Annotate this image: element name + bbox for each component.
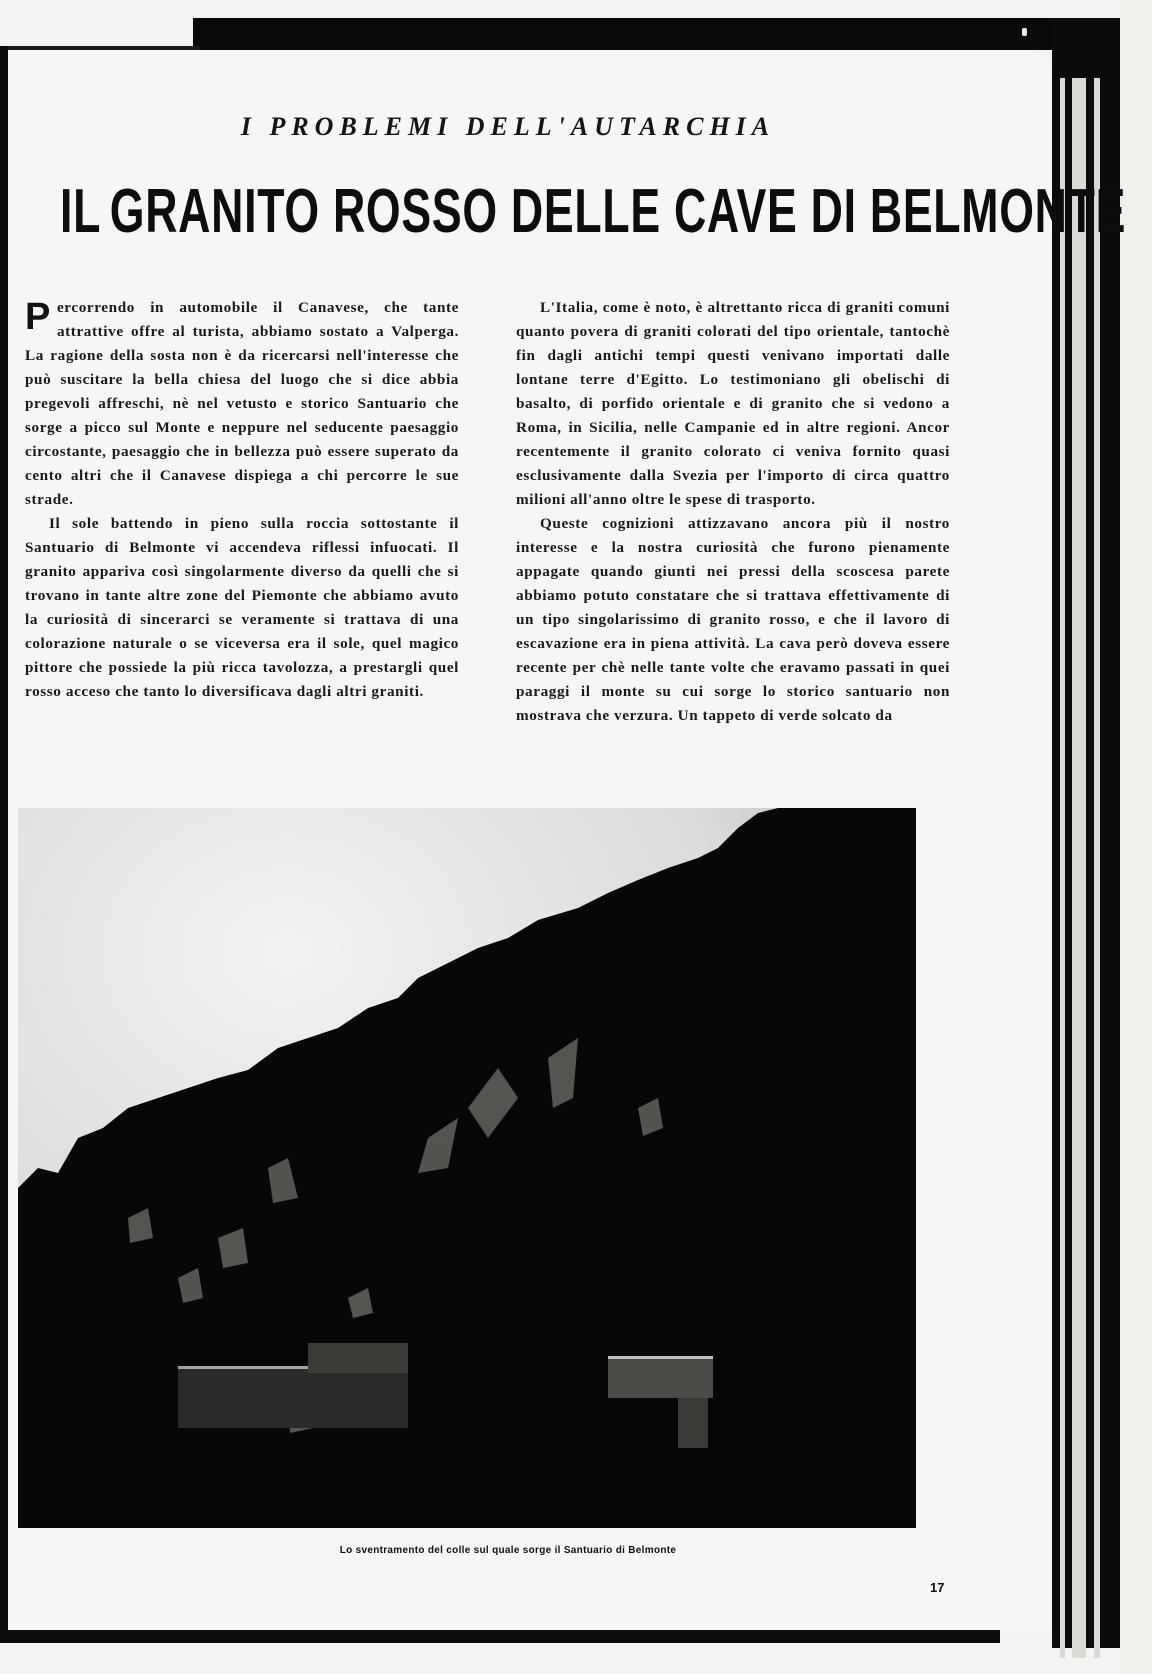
bound-pages-edge: [1052, 18, 1120, 1648]
drop-cap: P: [25, 296, 51, 338]
page-title: [60, 177, 1127, 246]
article-column-left: [25, 296, 459, 704]
paragraph: Il sole battendo in pieno sulla roccia sottostante il Santuario di Belmonte vi accendeva riflessi infuocati. Il granito appariva così singolarmente diverso da quelli che si trovano in tante altre zone del Piemonte che abbiamo avuto la curiosità di sincerarci se veramente si trattava di una colorazione naturale o se viceversa era il sole, quel magico pittore che possiede la più ricca tavolozza, a prestargli quel rosso acceso che tanto lo diversificava dagli altri graniti.: [25, 515, 459, 700]
paragraph: Queste cognizioni attizzavano ancora più il nostro interesse e la nostra curiosità che furono pienamente appagate quando giunti nei pressi della scoscesa parete abbiamo potuto constatare che si trattava effettivamente di un tipo singolarissimo di granito rosso, e che il lavoro di escavazione era in piena attività. La cava però doveva essere recente per chè nelle tante volte che eravamo passati in quei paraggi il monte su cui sorge lo storico santuario non mostrava che verzura. Un tappeto di verde solcato da: [516, 515, 950, 724]
title-main: GRANITO ROSSO DELLE CAVE DI BELMONTE: [109, 177, 1127, 246]
photo-caption: Lo sventramento del colle sul quale sorge il Santuario di Belmonte: [339, 1545, 677, 1556]
page-edge-stripe: [1072, 78, 1086, 1658]
page-edge-stripe: [1060, 78, 1065, 1658]
scan-frame-bottom: [0, 1630, 1000, 1643]
article-column-right: [516, 296, 950, 728]
section-kicker: I PROBLEMI DELL'AUTARCHIA: [240, 112, 776, 141]
paragraph-text: ercorrendo in automobile il Canavese, che tante attrattive offre al turista, abbiamo sostato a Valperga. La ragione della sosta non è da ricercarsi nell'interesse che può suscitare la bella chiesa del luogo che si dice abbia pregevoli affreschi, nè nel vetusto e storico Santuario che sorge a picco sul Monte e neppure nel seducente paesaggio circostante, paesaggio che in bellezza può essere superato da cento altri che il Canavese dispiega a chi percorre le sue strade.: [25, 299, 459, 508]
quarry-photo: [18, 808, 916, 1528]
title-article: IL: [60, 177, 102, 246]
scan-artifact: [1022, 28, 1027, 36]
scan-frame-left: [0, 46, 8, 1643]
page-number: 17: [930, 1580, 945, 1595]
paragraph: [25, 296, 459, 512]
scan-frame-top: [193, 18, 1113, 50]
photo-illustration: [18, 808, 916, 1528]
scan-background-right: [1120, 0, 1152, 1674]
page-edge-stripe: [1094, 78, 1100, 1658]
magazine-page: [8, 50, 1127, 1630]
paragraph: L'Italia, come è noto, è altrettanto ricca di graniti comuni quanto povera di graniti colorati del tipo orientale, tantochè fin dagli antichi tempi questi venivano importati dalle lontane terre d'Egitto. Lo testimoniano gli obelischi di basalto, di porfido orientale e di granito che si vedono a Roma, in Sicilia, nelle Campanie ed in altre regioni. Ancor recentemente il granito colorato ci veniva fornito quasi esclusivamente dalla Svezia per l'importo di circa quattro milioni all'anno oltre le spese di trasporto.: [516, 299, 950, 508]
